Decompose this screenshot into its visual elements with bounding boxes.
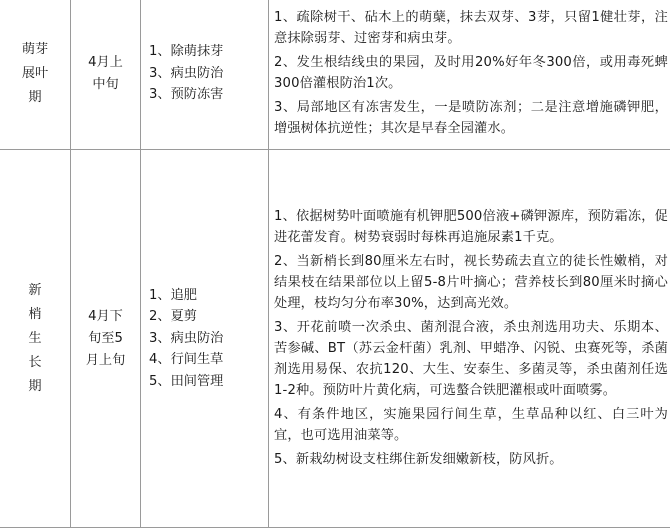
stage-cell [0,0,71,150]
stage-text: 萌芽 [0,38,70,62]
detail-paragraph: 2、发生根结线虫的果园，及时用20%好年冬300倍，或用毒死蜱300倍灌根防治1次。 [274,52,668,94]
stage-text: 梢 [0,303,70,327]
task-item: 3、病虫防治 [149,63,268,85]
detail-paragraph: 3、开花前喷一次杀虫、菌剂混合液，杀虫剂选用功夫、乐期本、苦参碱、BT（苏云金杆菌）乳剂、甲蜡净、闪锐、虫赛死等，杀菌剂选用易保、农抗120、大生、安泰生、多菌灵等，杀虫菌剂任选1-2种。预防叶片黄化病，可选螯合铁肥灌根或叶面喷雾。 [274,317,668,401]
detail-paragraph: 4、有条件地区，实施果园行间生草，生草品种以红、白三叶为宜，也可选用油菜等。 [274,404,668,446]
stage-text: 期 [0,375,70,399]
detail-cell [269,0,670,150]
task-item: 1、追肥 [149,285,268,307]
detail-paragraph: 5、新栽幼树设支柱绑住新发细嫩新枝，防风折。 [274,449,668,470]
task-item: 4、行间生草 [149,349,268,371]
time-cell [71,150,141,528]
stage-text: 新 [0,279,70,303]
table-row [0,0,670,150]
tasks-cell [141,0,269,150]
detail-paragraph: 1、疏除树干、砧木上的萌蘖，抹去双芽、3芽，只留1健壮芽，注意抹除弱芽、过密芽和病虫芽。 [274,7,668,49]
detail-paragraph: 2、当新梢长到80厘米左右时，视长势疏去直立的徒长性嫩梢，对结果枝在结果部位以上留5-8片叶摘心；营养枝长到80厘米时摘心处理，枝均匀分布率30%，达到高光效。 [274,251,668,314]
detail-paragraph: 1、依据树势叶面喷施有机钾肥500倍液+磷钾源库，预防霜冻，促进花蕾发育。树势衰弱时每株再追施尿素1千克。 [274,206,668,248]
stage-text: 期 [0,86,70,110]
task-item: 2、夏剪 [149,306,268,328]
stage-cell [0,150,71,528]
detail-cell [269,150,670,528]
task-item: 3、病虫防治 [149,328,268,350]
tasks-cell [141,150,269,528]
time-cell [71,0,141,150]
time-text: 旬至5 [71,328,140,350]
time-text: 月上旬 [71,350,140,372]
table-row [0,150,670,528]
detail-paragraph: 3、局部地区有冻害发生，一是喷防冻剂；二是注意增施磷钾肥，增强树体抗逆性；其次是早春全园灌水。 [274,97,668,139]
task-item: 5、田间管理 [149,371,268,393]
time-text: 4月上 [71,52,140,74]
stage-text: 生 [0,327,70,351]
task-item: 1、除萌抹芽 [149,41,268,63]
stage-text: 展叶 [0,62,70,86]
task-item: 3、预防冻害 [149,84,268,106]
time-text: 4月下 [71,306,140,328]
time-text: 中旬 [71,74,140,96]
stage-text: 长 [0,351,70,375]
